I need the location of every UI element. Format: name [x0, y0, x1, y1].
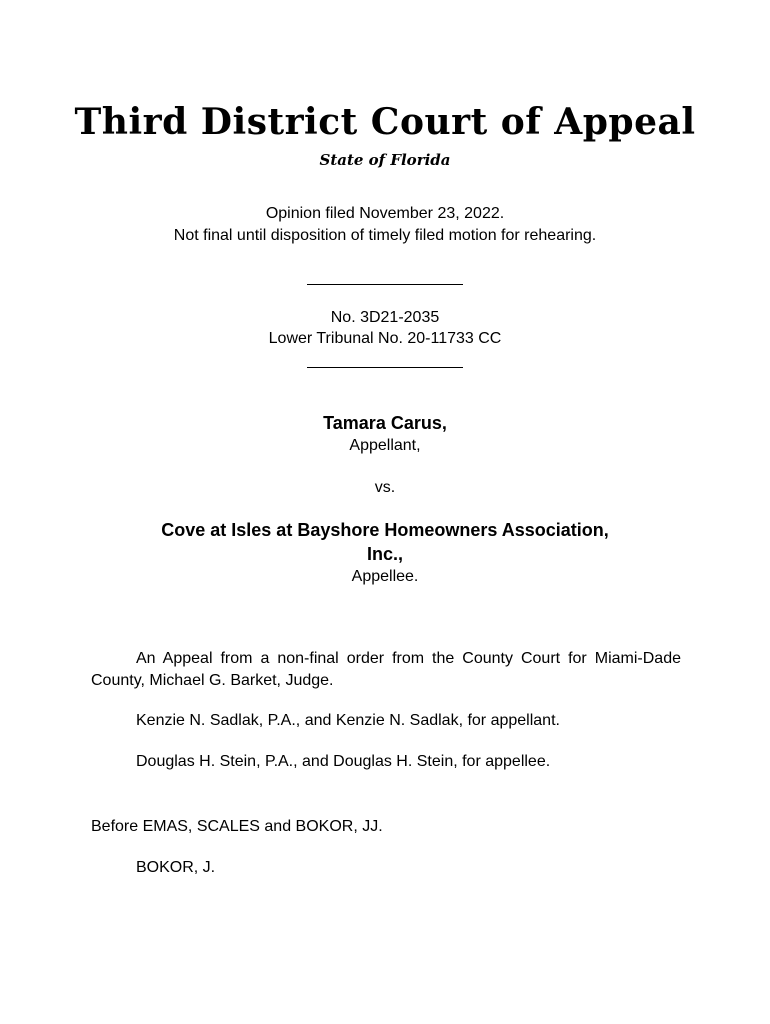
- appellant-role: Appellant,: [349, 437, 421, 454]
- appellee-name-line2: Inc.,: [366, 544, 403, 564]
- court-name-heading: Third District Court of Appeal: [74, 101, 696, 143]
- panel-line: Before EMAS, SCALES and BOKOR, JJ.: [91, 818, 383, 835]
- lower-tribunal-number: Lower Tribunal No. 20-11733 CC: [268, 330, 502, 347]
- divider-top: [307, 284, 463, 285]
- appellant-name: Tamara Carus,: [323, 413, 447, 433]
- case-number: No. 3D21-2035: [330, 309, 440, 326]
- opinion-filed-date: Opinion filed November 23, 2022.: [265, 205, 505, 222]
- appeal-description-paragraph: An Appeal from a non-final order from the County Court for Miami-Dade County, Michael G. Barket, Judge.: [91, 650, 681, 689]
- divider-bottom: [307, 367, 463, 368]
- author-line: BOKOR, J.: [136, 859, 216, 876]
- state-name-subheading: State of Florida: [319, 151, 451, 169]
- appellee-counsel-line: Douglas H. Stein, P.A., and Douglas H. Stein, for appellee.: [136, 753, 551, 770]
- appellee-role: Appellee.: [351, 568, 419, 585]
- not-final-notice: Not final until disposition of timely filed motion for rehearing.: [173, 227, 597, 244]
- appellant-counsel-line: Kenzie N. Sadlak, P.A., and Kenzie N. Sadlak, for appellant.: [136, 712, 560, 729]
- versus-label: vs.: [374, 479, 396, 496]
- appellee-name-line1: Cove at Isles at Bayshore Homeowners Association,: [161, 520, 609, 540]
